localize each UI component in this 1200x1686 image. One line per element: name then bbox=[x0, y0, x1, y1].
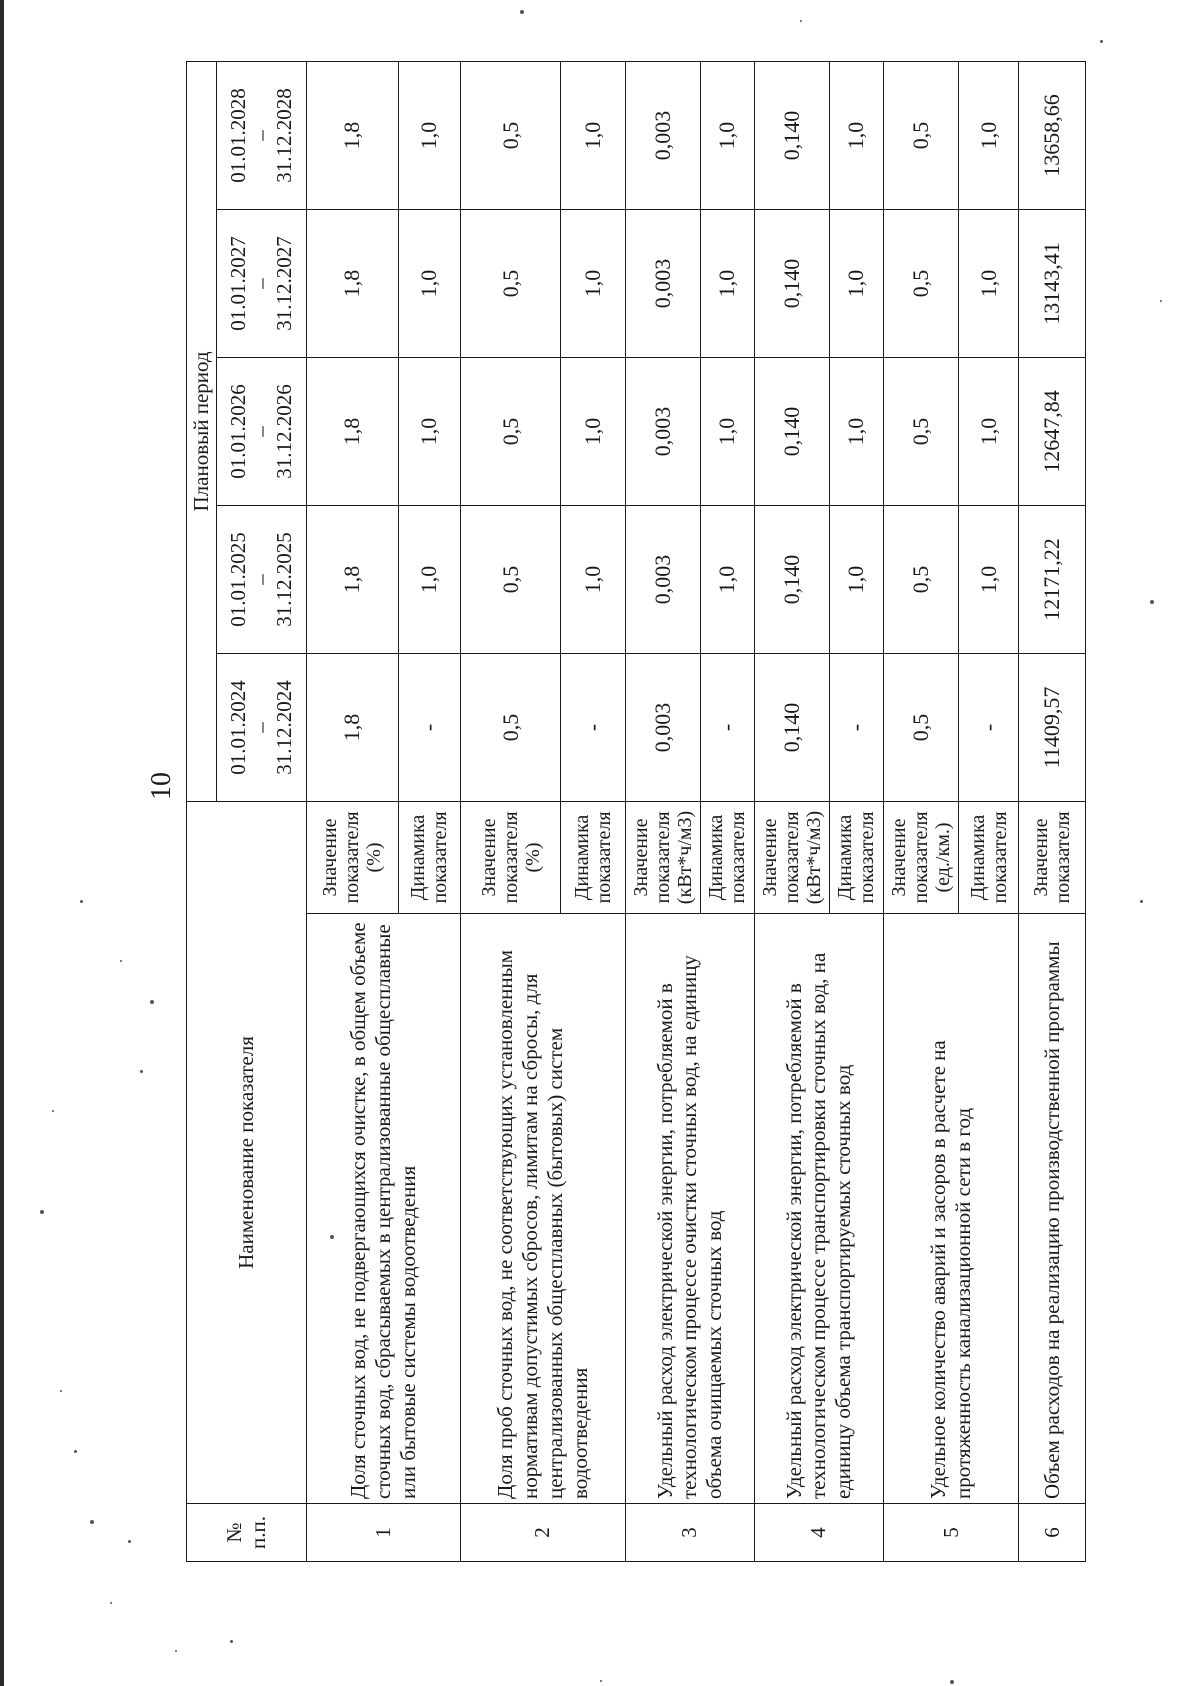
indicator-value: 13658,66 bbox=[1019, 61, 1086, 209]
indicator-value: 0,003 bbox=[625, 209, 700, 357]
scan-speck bbox=[1160, 300, 1162, 302]
header-period-2 bbox=[217, 505, 307, 653]
row-number: 2 bbox=[461, 1504, 626, 1562]
indicator-name: Доля проб сточных вод, не соответствующих установленным нормативам допустимых сбросов, лимитам на сбросы, для централизованных общесплавных (бытовых) систем водоотведения bbox=[461, 914, 626, 1504]
indicator-name: Удельный расход электрической энергии, потребляемой в технологическом процессе очистки сточных вод, на единицу объема очищаемых сточных вод bbox=[625, 914, 754, 1504]
indicators-table bbox=[186, 61, 1086, 1562]
indicator-value: 0,140 bbox=[754, 357, 829, 505]
indicator-value: 1,0 bbox=[958, 505, 1018, 653]
rotated-table-container bbox=[186, 62, 1086, 1562]
scan-speck bbox=[950, 1680, 954, 1684]
indicator-value: 0,003 bbox=[625, 61, 700, 209]
indicator-value: 13143,41 bbox=[1019, 209, 1086, 357]
indicator-subtype: Динамика показателя bbox=[561, 801, 626, 913]
indicator-value: 1,0 bbox=[829, 505, 883, 653]
indicator-value: 0,140 bbox=[754, 505, 829, 653]
table-row bbox=[754, 61, 829, 1561]
row-number: 6 bbox=[1019, 1504, 1086, 1562]
row-number: 5 bbox=[883, 1504, 1018, 1562]
period-from: 01.01.2025 bbox=[225, 532, 250, 627]
indicator-value: 0,003 bbox=[625, 653, 700, 801]
indicator-value: 0,003 bbox=[625, 357, 700, 505]
row-number: 1 bbox=[307, 1504, 461, 1562]
scan-edge bbox=[0, 0, 4, 1686]
table-row bbox=[625, 61, 700, 1561]
period-to: 31.12.2027 bbox=[272, 236, 297, 331]
scan-speck bbox=[80, 900, 83, 903]
period-from: 01.01.2024 bbox=[225, 680, 250, 775]
indicator-subtype: Значение показателя (кВт*ч/м3) bbox=[625, 801, 700, 913]
indicator-subtype: Динамика показателя bbox=[398, 801, 460, 913]
scan-speck bbox=[1100, 40, 1103, 43]
indicator-value: 1,0 bbox=[398, 505, 460, 653]
indicator-value: 0,5 bbox=[461, 61, 561, 209]
indicator-value: 0,140 bbox=[754, 61, 829, 209]
indicator-value: 1,0 bbox=[829, 61, 883, 209]
indicator-value: - bbox=[561, 653, 626, 801]
indicator-value: 0,140 bbox=[754, 653, 829, 801]
indicator-name: Объем расходов на реализацию производственной программы bbox=[1019, 914, 1086, 1504]
indicator-value: - bbox=[700, 653, 754, 801]
scan-speck bbox=[230, 1640, 233, 1643]
indicator-value: 1,0 bbox=[398, 61, 460, 209]
indicator-value: 1,0 bbox=[958, 209, 1018, 357]
table-row bbox=[307, 61, 399, 1561]
indicator-value: 1,0 bbox=[700, 209, 754, 357]
indicator-value: 1,0 bbox=[958, 357, 1018, 505]
indicator-value: 0,5 bbox=[461, 209, 561, 357]
table-row bbox=[1019, 61, 1086, 1561]
indicator-value: 1,0 bbox=[561, 357, 626, 505]
period-to: 31.12.2025 bbox=[272, 532, 297, 627]
indicator-value: 1,0 bbox=[700, 357, 754, 505]
indicator-value: 11409,57 bbox=[1019, 653, 1086, 801]
scan-speck bbox=[1150, 600, 1154, 604]
indicator-value: 1,8 bbox=[307, 61, 399, 209]
period-from: 01.01.2027 bbox=[225, 236, 250, 331]
indicator-value: 1,0 bbox=[829, 357, 883, 505]
indicator-value: 0,5 bbox=[883, 61, 958, 209]
header-num: № п.п. bbox=[187, 1504, 307, 1562]
indicator-subtype: Динамика показателя bbox=[700, 801, 754, 913]
header-period-4 bbox=[217, 209, 307, 357]
indicator-subtype: Значение показателя (ед./км.) bbox=[883, 801, 958, 913]
indicator-value: 1,0 bbox=[958, 61, 1018, 209]
header-period-5 bbox=[217, 61, 307, 209]
page-number: 10 bbox=[146, 772, 177, 800]
header-period-1 bbox=[217, 653, 307, 801]
scan-speck bbox=[110, 1602, 112, 1604]
indicator-subtype: Значение показателя (%) bbox=[307, 801, 399, 913]
table-row bbox=[883, 61, 958, 1561]
scan-speck bbox=[800, 20, 802, 22]
indicator-value: 1,0 bbox=[561, 61, 626, 209]
indicator-name: Доля сточных вод, не подвергающихся очистке, в общем объеме сточных вод, сбрасываемых в централизованные общесплавные или бытовые системы водоотведения bbox=[307, 914, 461, 1504]
scan-speck bbox=[600, 1680, 602, 1682]
indicator-value: 1,0 bbox=[398, 209, 460, 357]
indicator-value: 12171,22 bbox=[1019, 505, 1086, 653]
indicator-value: 0,140 bbox=[754, 209, 829, 357]
scan-speck bbox=[40, 1210, 44, 1214]
indicator-value: 0,5 bbox=[883, 505, 958, 653]
indicator-value: 0,5 bbox=[461, 505, 561, 653]
period-from: 01.01.2028 bbox=[225, 88, 250, 183]
period-to: 31.12.2026 bbox=[272, 384, 297, 479]
indicator-value: 1,8 bbox=[307, 357, 399, 505]
indicator-subtype: Динамика показателя bbox=[829, 801, 883, 913]
indicator-value: 0,5 bbox=[461, 653, 561, 801]
indicator-value: - bbox=[398, 653, 460, 801]
period-dash: – bbox=[248, 426, 273, 437]
indicator-value: 1,8 bbox=[307, 505, 399, 653]
indicator-name: Удельный расход электрической энергии, потребляемой в технологическом процессе транспортировки сточных вод, на единицу объема транспортируемых сточных вод bbox=[754, 914, 883, 1504]
period-dash: – bbox=[248, 130, 273, 141]
period-to: 31.12.2024 bbox=[272, 680, 297, 775]
header-period-3 bbox=[217, 357, 307, 505]
scan-speck bbox=[74, 1450, 77, 1453]
period-from: 01.01.2026 bbox=[225, 384, 250, 479]
indicator-value: 1,0 bbox=[398, 357, 460, 505]
indicator-value: 0,5 bbox=[883, 209, 958, 357]
period-dash: – bbox=[248, 574, 273, 585]
indicator-value: 0,003 bbox=[625, 505, 700, 653]
indicator-value: 1,8 bbox=[307, 653, 399, 801]
indicator-subtype: Значение показателя (кВт*ч/м3) bbox=[754, 801, 829, 913]
scan-speck bbox=[90, 1520, 94, 1524]
scan-speck bbox=[520, 10, 524, 14]
period-dash: – bbox=[248, 278, 273, 289]
scan-speck bbox=[120, 960, 122, 962]
indicator-name: Удельное количество аварий и засоров в расчете на протяженность канализационной сети в год bbox=[883, 914, 1018, 1504]
indicator-value: 12647,84 bbox=[1019, 357, 1086, 505]
indicator-value: 0,5 bbox=[883, 357, 958, 505]
indicator-value: - bbox=[829, 653, 883, 801]
period-to: 31.12.2028 bbox=[272, 88, 297, 183]
indicator-value: 1,8 bbox=[307, 209, 399, 357]
period-dash: – bbox=[248, 722, 273, 733]
scan-speck bbox=[52, 1110, 54, 1112]
row-number: 3 bbox=[625, 1504, 754, 1562]
indicator-subtype: Значение показателя bbox=[1019, 801, 1086, 913]
indicator-value: 0,5 bbox=[461, 357, 561, 505]
table-row bbox=[461, 61, 561, 1561]
scan-speck bbox=[175, 1650, 177, 1652]
scan-speck bbox=[128, 1540, 131, 1543]
indicator-subtype: Динамика показателя bbox=[958, 801, 1018, 913]
scan-speck bbox=[60, 1390, 62, 1392]
indicator-value: 1,0 bbox=[561, 209, 626, 357]
indicator-value: 1,0 bbox=[700, 505, 754, 653]
indicator-value: 1,0 bbox=[700, 61, 754, 209]
scan-speck bbox=[140, 1070, 143, 1073]
scan-speck bbox=[150, 1000, 154, 1004]
indicator-subtype: Значение показателя (%) bbox=[461, 801, 561, 913]
indicator-value: 0,5 bbox=[883, 653, 958, 801]
indicator-value: - bbox=[958, 653, 1018, 801]
indicator-value: 1,0 bbox=[561, 505, 626, 653]
header-planned-period: Плановый период bbox=[187, 61, 217, 801]
scan-speck bbox=[1140, 900, 1143, 903]
row-number: 4 bbox=[754, 1504, 883, 1562]
header-name: Наименование показателя bbox=[187, 801, 307, 1503]
indicator-value: 1,0 bbox=[829, 209, 883, 357]
